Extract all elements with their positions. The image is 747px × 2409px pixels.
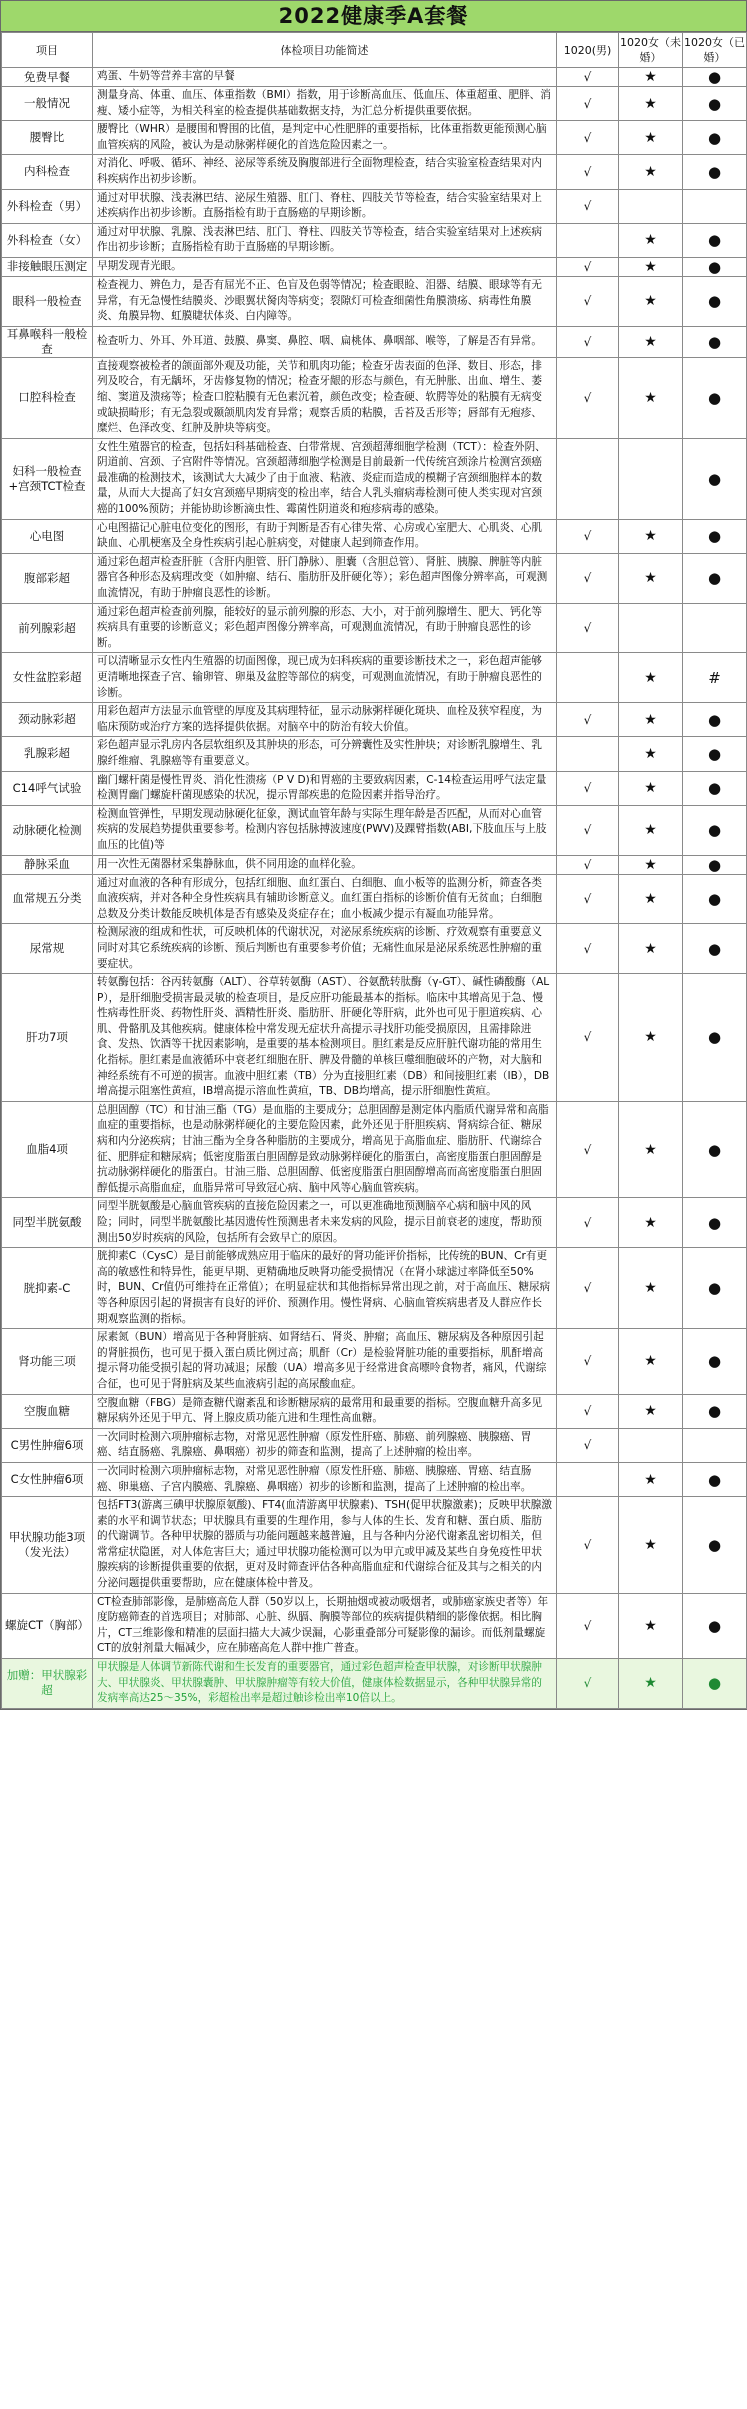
item-name: 血常规五分类 xyxy=(2,874,93,924)
item-name: 心电图 xyxy=(2,519,93,553)
female-married-mark: ● xyxy=(683,1497,747,1594)
table-row xyxy=(2,1428,747,1462)
female-single-mark: ★ xyxy=(619,326,683,357)
item-name: 螺旋CT（胸部） xyxy=(2,1593,93,1658)
item-description: 测量身高、体重、血压、体重指数（BMI）指数，用于诊断高血压、低血压、体重超重、肥胖、消瘦、矮小症等，为相关科室的检查提供基础数据支持，为汇总分析提供重要依据。 xyxy=(93,87,557,121)
item-name: 乳腺彩超 xyxy=(2,737,93,771)
male-mark xyxy=(557,737,619,771)
table-row xyxy=(2,438,747,519)
female-married-mark: ● xyxy=(683,223,747,257)
male-mark xyxy=(557,223,619,257)
item-name: 外科检查（女） xyxy=(2,223,93,257)
item-name: 免费早餐 xyxy=(2,68,93,87)
male-mark: √ xyxy=(557,771,619,805)
female-single-mark: ★ xyxy=(619,1497,683,1594)
table-row xyxy=(2,855,747,874)
table-row xyxy=(2,737,747,771)
item-description: 早期发现青光眼。 xyxy=(93,257,557,276)
female-married-mark: ● xyxy=(683,68,747,87)
package-title: 2022健康季A套餐 xyxy=(1,1,746,32)
item-name: 动脉硬化检测 xyxy=(2,805,93,855)
header-male: 1020(男) xyxy=(557,33,619,68)
item-name: 空腹血糖 xyxy=(2,1394,93,1428)
table-row xyxy=(2,1101,747,1198)
table-row xyxy=(2,1198,747,1248)
table-row xyxy=(2,974,747,1102)
male-mark: √ xyxy=(557,1198,619,1248)
item-description: 幽门螺杆菌是慢性胃炎、消化性溃疡（P V D)和胃癌的主要致病因素，C-14检查运用呼气法定量检测胃幽门螺旋杆菌现感染的状况，提示胃部疾患的危险因素并指导治疗。 xyxy=(93,771,557,805)
female-married-mark: ● xyxy=(683,357,747,438)
item-description: 通过彩色超声检查前列腺，能较好的显示前列腺的形态、大小，对于前列腺增生、肥大、钙化等疾病具有重要的诊断意义；彩色超声图像分辨率高，可观测血流情况，有助于肿瘤良恶性的诊断。 xyxy=(93,603,557,653)
table-row xyxy=(2,1593,747,1658)
male-mark: √ xyxy=(557,1394,619,1428)
item-name: 血脂4项 xyxy=(2,1101,93,1198)
female-married-mark: ● xyxy=(683,737,747,771)
table-row xyxy=(2,1497,747,1594)
item-description: 甲状腺是人体调节新陈代谢和生长发育的重要器官，通过彩色超声检查甲状腺，对诊断甲状腺肿大、甲状腺炎、甲状腺囊肿、甲状腺肿瘤等有较大价值，健康体检数据显示，各种甲状腺异常的发病率高达25～35%，彩超检出率是超过触诊检出率10倍以上。 xyxy=(93,1659,557,1709)
item-description: 转氨酶包括：谷丙转氨酶（ALT）、谷草转氨酶（AST）、谷氨酰转肽酶（γ-GT）、碱性磷酸酶（ALP），是肝细胞受损害最灵敏的检查项目，是反应肝功能最基本的指标。临床中其增高见于急、慢性病毒性肝炎、药物性肝炎、酒精性肝炎、脂肪肝、肝硬化等肝病，此外也可见于胆道疾病、心肌、骨骼肌及其他疾病。健康体检中常发现无症状升高提示寻找肝功能受损原因，且需排除进食、发热、饮酒等干扰因素影响，是重要的基本检测项目。胆红素是反应肝脏代谢功能的常用生化指标。胆红素是血液循环中衰老红细胞在肝、脾及骨髓的单核巨噬细胞破坏的产物，对大脑和神经系统有不可逆的损害。血液中胆红素（TB）分为直接胆红素（DB）和间接胆红素（IB），DB增高提示阻塞性黄疸，IB增高提示溶血性黄疸，TB、DB均增高，提示肝细胞性黄疸。 xyxy=(93,974,557,1102)
male-mark: √ xyxy=(557,121,619,155)
item-name: 静脉采血 xyxy=(2,855,93,874)
item-name: 妇科一般检查+宫颈TCT检查 xyxy=(2,438,93,519)
male-mark xyxy=(557,438,619,519)
table-row xyxy=(2,121,747,155)
male-mark: √ xyxy=(557,874,619,924)
table-row xyxy=(2,326,747,357)
female-married-mark: ● xyxy=(683,1329,747,1394)
male-mark: √ xyxy=(557,1248,619,1329)
female-married-mark xyxy=(683,189,747,223)
female-single-mark: ★ xyxy=(619,653,683,703)
female-married-mark: ● xyxy=(683,1394,747,1428)
table-row xyxy=(2,1659,747,1709)
item-description: 一次同时检测六项肿瘤标志物，对常见恶性肿瘤（原发性肝癌、肺癌、前列腺癌、胰腺癌、胃癌、结直肠癌、乳腺癌、鼻咽癌）初步的筛查和监测，提高了上述肿瘤的检出率。 xyxy=(93,1428,557,1462)
female-single-mark xyxy=(619,438,683,519)
header-item: 项目 xyxy=(2,33,93,68)
item-description: 一次同时检测六项肿瘤标志物，对常见恶性肿瘤（原发性肝癌、肺癌、胰腺癌、胃癌、结直肠癌、卵巢癌、子宫内膜癌、乳腺癌、鼻咽癌）初步的诊断和监测，提高了上述肿瘤的检出率。 xyxy=(93,1462,557,1496)
table-row xyxy=(2,805,747,855)
item-description: 用一次性无菌器材采集静脉血，供不同用途的血样化验。 xyxy=(93,855,557,874)
table-row xyxy=(2,703,747,737)
female-single-mark: ★ xyxy=(619,357,683,438)
item-description: 通过彩色超声检查肝脏（含肝内胆管、肝门静脉）、胆囊（含胆总管）、肾脏、胰腺、脾脏等内脏器官各种形态及病理改变（如肿瘤、结石、脂肪肝及肝硬化等）；彩色超声图像分辨率高，可观测血流情况，有助于肿瘤良恶性的诊断。 xyxy=(93,553,557,603)
table-row xyxy=(2,257,747,276)
item-name: 腹部彩超 xyxy=(2,553,93,603)
male-mark: √ xyxy=(557,805,619,855)
female-married-mark: ● xyxy=(683,276,747,326)
male-mark: √ xyxy=(557,703,619,737)
item-name: 颈动脉彩超 xyxy=(2,703,93,737)
female-married-mark: ● xyxy=(683,519,747,553)
item-description: 尿素氮（BUN）增高见于各种肾脏病、如肾结石、肾炎、肿瘤；高血压、糖尿病及各种原因引起的肾脏损伤，也可见于摄入蛋白质比例过高；肌酐（Cr）是检验肾脏功能的重要指标，肌酐增高提示肾功能受损引起的肾功减退；尿酸（UA）增高多见于经常进食高嘌呤食物者，痛风，代谢综合征，也可见于肾脏病及某些血液病引起的高尿酸血症。 xyxy=(93,1329,557,1394)
female-married-mark: ● xyxy=(683,438,747,519)
table-row xyxy=(2,553,747,603)
item-description: 直接观察被检者的颌面部外观及功能，关节和肌肉功能；检查牙齿表面的色泽、数目、形态，排列及咬合，有无龋坏，牙齿修复物的情况；检查牙龈的形态与颜色，有无肿胀、出血、增生、萎缩、窦道及溃疡等；检查口腔粘膜有无色素沉着，颜色改变；检查硬、软腭等处的粘膜有无病变或缺损畸形；有无急裂或颞颌肌肉发育异常；观察舌质的粘膜，舌苔及舌形等；唇部有无疱疹、糜烂、色泽改变、红肿及肿块等病变。 xyxy=(93,357,557,438)
table-row xyxy=(2,1329,747,1394)
male-mark: √ xyxy=(557,189,619,223)
item-name: 加赠：甲状腺彩超 xyxy=(2,1659,93,1709)
male-mark xyxy=(557,653,619,703)
male-mark: √ xyxy=(557,1497,619,1594)
male-mark xyxy=(557,1462,619,1496)
header-female-single: 1020女（未婚） xyxy=(619,33,683,68)
male-mark: √ xyxy=(557,276,619,326)
female-married-mark: ● xyxy=(683,855,747,874)
male-mark: √ xyxy=(557,855,619,874)
item-name: 尿常规 xyxy=(2,924,93,974)
male-mark: √ xyxy=(557,257,619,276)
female-single-mark: ★ xyxy=(619,276,683,326)
female-married-mark: ● xyxy=(683,121,747,155)
table-row xyxy=(2,519,747,553)
item-description: 心电图描记心脏电位变化的图形，有助于判断是否有心律失常、心房或心室肥大、心肌炎、心肌缺血、心肌梗塞及全身性疾病引起心脏病变，对健康人起到筛查作用。 xyxy=(93,519,557,553)
table-row xyxy=(2,223,747,257)
item-description: 检测血管弹性，早期发现动脉硬化征象，测试血管年龄与实际生理年龄是否匹配，从而对心血管疾病的发展趋势提供重要参考。检测内容包括脉搏波速度(PWV)及踝臂指数(ABI,下肢血压与上肢血压的比值)等 xyxy=(93,805,557,855)
item-name: 非接触眼压测定 xyxy=(2,257,93,276)
female-married-mark xyxy=(683,1428,747,1462)
item-description: 检查听力、外耳、外耳道、鼓膜、鼻窦、鼻腔、咽、扁桃体、鼻咽部、喉等，了解是否有异常。 xyxy=(93,326,557,357)
female-single-mark: ★ xyxy=(619,87,683,121)
item-description: 总胆固醇（TC）和甘油三酯（TG）是血脂的主要成分；总胆固醇是测定体内脂质代谢异常和高脂血症的重要指标，也是动脉粥样硬化的主要危险因素，此外还见于肝胆疾病、肾病综合征、糖尿病和内分泌疾病；甘油三酯为全身各种脂肪的主要成分，增高见于高脂血症、脂肪肝、代谢综合征、肥胖症和糖尿病；低密度脂蛋白胆固醇是致动脉粥样硬化的脂蛋白，高密度脂蛋白胆固醇是抗动脉粥样硬化的脂蛋白。甘油三脂、总胆固醇、低密度脂蛋白胆固醇增高而高密度脂蛋白胆固醇低提示高脂血症，血脂异常可导致冠心病、脑中风等心脑血管疾病。 xyxy=(93,1101,557,1198)
male-mark: √ xyxy=(557,924,619,974)
male-mark: √ xyxy=(557,87,619,121)
female-single-mark: ★ xyxy=(619,1198,683,1248)
item-description: 可以清晰显示女性内生殖器的切面图像，现已成为妇科疾病的重要诊断技术之一，彩色超声能够更清晰地探查子宫、输卵管、卵巢及盆腔等部位的病变，可观测血流情况，有助于肿瘤良恶性的诊断。 xyxy=(93,653,557,703)
item-name: 前列腺彩超 xyxy=(2,603,93,653)
table-row xyxy=(2,87,747,121)
female-single-mark: ★ xyxy=(619,553,683,603)
male-mark: √ xyxy=(557,155,619,189)
male-mark: √ xyxy=(557,68,619,87)
item-description: 鸡蛋、牛奶等营养丰富的早餐 xyxy=(93,68,557,87)
item-description: 通过对血液的各种有形成分，包括红细胞、血红蛋白、白细胞、血小板等的监测分析，筛查各类血液疾病，并对各种全身性疾病具有辅助诊断意义。血红蛋白指标的诊断价值有无贫血；白细胞总数及分类计数能反映机体是否有感染及炎症存在；血小板减少提示有凝血功能异常。 xyxy=(93,874,557,924)
female-married-mark: ● xyxy=(683,974,747,1102)
table-row xyxy=(2,1394,747,1428)
female-single-mark: ★ xyxy=(619,121,683,155)
female-single-mark: ★ xyxy=(619,1329,683,1394)
table-row xyxy=(2,155,747,189)
item-name: 眼科一般检查 xyxy=(2,276,93,326)
item-description: 腰臀比（WHR）是腰围和臀围的比值，是判定中心性肥胖的重要指标，比体重指数更能预测心脑血管疾病的风险，被认为是动脉粥样硬化的首选危险因素之一。 xyxy=(93,121,557,155)
item-description: 检测尿液的组成和性状，可反映机体的代谢状况，对泌尿系统疾病的诊断、疗效观察有重要意义同时对其它系统疾病的诊断、预后判断也有重要参考价值；无痛性血尿是泌尿系统恶性肿瘤的重要症状。 xyxy=(93,924,557,974)
female-single-mark xyxy=(619,1428,683,1462)
header-desc: 体检项目功能简述 xyxy=(93,33,557,68)
female-single-mark: ★ xyxy=(619,1394,683,1428)
female-married-mark: ● xyxy=(683,771,747,805)
table-row xyxy=(2,653,747,703)
female-single-mark: ★ xyxy=(619,223,683,257)
female-single-mark: ★ xyxy=(619,155,683,189)
item-name: 肝功7项 xyxy=(2,974,93,1102)
item-name: C女性肿瘤6项 xyxy=(2,1462,93,1496)
female-married-mark: ● xyxy=(683,874,747,924)
female-married-mark xyxy=(683,603,747,653)
female-married-mark: ● xyxy=(683,1198,747,1248)
table-row xyxy=(2,357,747,438)
package-table xyxy=(1,32,747,1709)
female-married-mark: ● xyxy=(683,1593,747,1658)
header-row xyxy=(2,33,747,68)
female-married-mark: ● xyxy=(683,1101,747,1198)
item-description: 同型半胱氨酸是心脑血管疾病的直接危险因素之一，可以更准确地预测脑卒心病和脑中风的风险；同时，同型半胱氨酸比基因遗传性预测患者未来发病的风险，提示目前衰老的速度，帮助预测出50岁时疾病的风险，包括所有会致早亡的原因。 xyxy=(93,1198,557,1248)
item-name: 同型半胱氨酸 xyxy=(2,1198,93,1248)
male-mark: √ xyxy=(557,357,619,438)
item-name: 一般情况 xyxy=(2,87,93,121)
item-name: C14呼气试验 xyxy=(2,771,93,805)
female-married-mark: ● xyxy=(683,805,747,855)
female-married-mark: ● xyxy=(683,1248,747,1329)
item-description: CT检查肺部影像，是肺癌高危人群（50岁以上，长期抽烟或被动吸烟者，或肺癌家族史者等）年度防癌筛查的首选项目；对肺部、心脏、纵膈、胸膜等部位的疾病提供精细的影像依据。相比胸片，CT三维影像和精准的层面扫描大大减少误漏，心影重叠部分可疑影像的漏诊。而低剂量螺旋CT的放射剂量大幅减少，应在肺癌高危人群中推广普查。 xyxy=(93,1593,557,1658)
item-description: 女性生殖器官的检查，包括妇科基础检查、白带常规、宫颈超薄细胞学检测（TCT）：检查外阴、阴道前、宫颈、子宫附件等情况。宫颈超薄细胞学检测是目前最新一代传统宫颈涂片检测宫颈癌最准确的检测技术，该测试大大减少了由于血液、粘液、炎症而造成的模糊子宫颈细胞样本的数量，从而大大提高了妇女宫颈癌早期病变的检出率，结合人乳头瘤病毒检测可使人类实现对宫颈癌的100%预防；并能协助诊断滴虫性、霉菌性阴道炎和疱疹病毒的感染。 xyxy=(93,438,557,519)
item-description: 用彩色超声方法显示血管壁的厚度及其病理特征，显示动脉粥样硬化斑块、血栓及狭窄程度，为临床预防或治疗方案的选择提供依据。对脑卒中的防治有较大价值。 xyxy=(93,703,557,737)
item-name: 女性盆腔彩超 xyxy=(2,653,93,703)
item-description: 对消化、呼吸、循环、神经、泌尿等系统及胸腹部进行全面物理检查，结合实验室检查结果对内科疾病作出初步诊断。 xyxy=(93,155,557,189)
female-married-mark: ● xyxy=(683,1659,747,1709)
female-married-mark: ● xyxy=(683,924,747,974)
female-single-mark xyxy=(619,603,683,653)
item-description: 彩色超声显示乳房内各层软组织及其肿块的形态，可分辨囊性及实性肿块；对诊断乳腺增生、乳腺纤维瘤、乳腺癌等有重要意义。 xyxy=(93,737,557,771)
item-name: C男性肿瘤6项 xyxy=(2,1428,93,1462)
female-single-mark: ★ xyxy=(619,703,683,737)
item-name: 耳鼻喉科一般检查 xyxy=(2,326,93,357)
item-description: 通过对甲状腺、乳腺、浅表淋巴结、肛门、脊柱、四肢关节等检查，结合实验室结果对上述疾病作出初步诊断；直肠指检有助于直肠癌的早期诊断。 xyxy=(93,223,557,257)
female-single-mark xyxy=(619,189,683,223)
table-row xyxy=(2,189,747,223)
female-married-mark: ● xyxy=(683,703,747,737)
female-single-mark: ★ xyxy=(619,805,683,855)
item-name: 外科检查（男） xyxy=(2,189,93,223)
table-row xyxy=(2,603,747,653)
item-name: 肾功能三项 xyxy=(2,1329,93,1394)
female-single-mark: ★ xyxy=(619,519,683,553)
male-mark: √ xyxy=(557,603,619,653)
female-single-mark: ★ xyxy=(619,771,683,805)
header-female-married: 1020女（已婚） xyxy=(683,33,747,68)
female-single-mark: ★ xyxy=(619,257,683,276)
item-description: 通过对甲状腺、浅表淋巴结、泌尿生殖器、肛门、脊柱、四肢关节等检查，结合实验室结果对上述疾病作出初步诊断。直肠指检有助于直肠癌的早期诊断。 xyxy=(93,189,557,223)
female-single-mark: ★ xyxy=(619,1248,683,1329)
item-name: 甲状腺功能3项（发光法） xyxy=(2,1497,93,1594)
female-single-mark: ★ xyxy=(619,737,683,771)
table-row xyxy=(2,771,747,805)
male-mark: √ xyxy=(557,519,619,553)
female-single-mark: ★ xyxy=(619,1659,683,1709)
table-row xyxy=(2,276,747,326)
item-name: 腰臀比 xyxy=(2,121,93,155)
male-mark: √ xyxy=(557,1659,619,1709)
item-description: 包括FT3(游离三碘甲状腺原氨酸)、FT4(血清游离甲状腺素)、TSH(促甲状腺激素)；反映甲状腺激素的水平和调节状态；甲状腺具有重要的生理作用，参与人体的生长、发育和糖、蛋白质、脂肪的代谢调节。各种甲状腺的器质与功能问题越来越普遍，且与各种内分泌代谢紊乱密切相关，但常常症状隐匿，对人体危害巨大；通过甲状腺功能检测可以为甲亢或甲减及某些自身免疫性甲状腺疾病的诊断提供重要的依据，更对及时筛查评估各种高脂血症和代谢综合征及其与之相关的内分泌问题提供重要帮助，应在健康体检中普及。 xyxy=(93,1497,557,1594)
female-married-mark: ● xyxy=(683,87,747,121)
male-mark: √ xyxy=(557,553,619,603)
item-name: 内科检查 xyxy=(2,155,93,189)
item-description: 空腹血糖（FBG）是筛查糖代谢紊乱和诊断糖尿病的最常用和最重要的指标。空腹血糖升高多见糖尿病外还见于甲亢、肾上腺皮质功能亢进和生理性高血糖。 xyxy=(93,1394,557,1428)
female-single-mark: ★ xyxy=(619,974,683,1102)
female-single-mark: ★ xyxy=(619,855,683,874)
female-single-mark: ★ xyxy=(619,924,683,974)
female-single-mark: ★ xyxy=(619,68,683,87)
table-row xyxy=(2,924,747,974)
female-married-mark: ● xyxy=(683,553,747,603)
male-mark: √ xyxy=(557,1329,619,1394)
female-married-mark: ● xyxy=(683,1462,747,1496)
female-married-mark: ● xyxy=(683,326,747,357)
male-mark: √ xyxy=(557,1593,619,1658)
item-name: 胱抑素-C xyxy=(2,1248,93,1329)
item-name: 口腔科检查 xyxy=(2,357,93,438)
male-mark: √ xyxy=(557,326,619,357)
female-married-mark: ● xyxy=(683,155,747,189)
table-row xyxy=(2,874,747,924)
male-mark: √ xyxy=(557,1428,619,1462)
table-row xyxy=(2,1462,747,1496)
female-single-mark: ★ xyxy=(619,1593,683,1658)
female-married-mark: # xyxy=(683,653,747,703)
male-mark: √ xyxy=(557,974,619,1102)
item-description: 胱抑素C（CysC）是目前能够成熟应用于临床的最好的肾功能评价指标，比传统的BUN、Cr有更高的敏感性和特异性，能更早期、更精确地反映肾功能受损情况（在肾小球滤过率降低至50%时，BUN、Cr值仍可维持在正常值）；在明显症状和其他指标异常出现之前，对于高血压、糖尿病等各种原因引起的肾损害有良好的评价、预测作用。慢性肾病、心脑血管疾病患者及人群应作长期观察监测的指标。 xyxy=(93,1248,557,1329)
table-row xyxy=(2,1248,747,1329)
female-married-mark: ● xyxy=(683,257,747,276)
item-description: 检查视力、辨色力，是否有屈光不正、色盲及色弱等情况；检查眼睑、泪器、结膜、眼球等有无异常，有无急慢性结膜炎、沙眼翼状胬肉等病变；裂隙灯可检查细菌性角膜溃疡、病毒性角膜炎、角膜异物、虹膜睫状体炎、白内障等。 xyxy=(93,276,557,326)
table-row xyxy=(2,68,747,87)
female-single-mark: ★ xyxy=(619,1462,683,1496)
female-single-mark: ★ xyxy=(619,1101,683,1198)
male-mark: √ xyxy=(557,1101,619,1198)
female-single-mark: ★ xyxy=(619,874,683,924)
